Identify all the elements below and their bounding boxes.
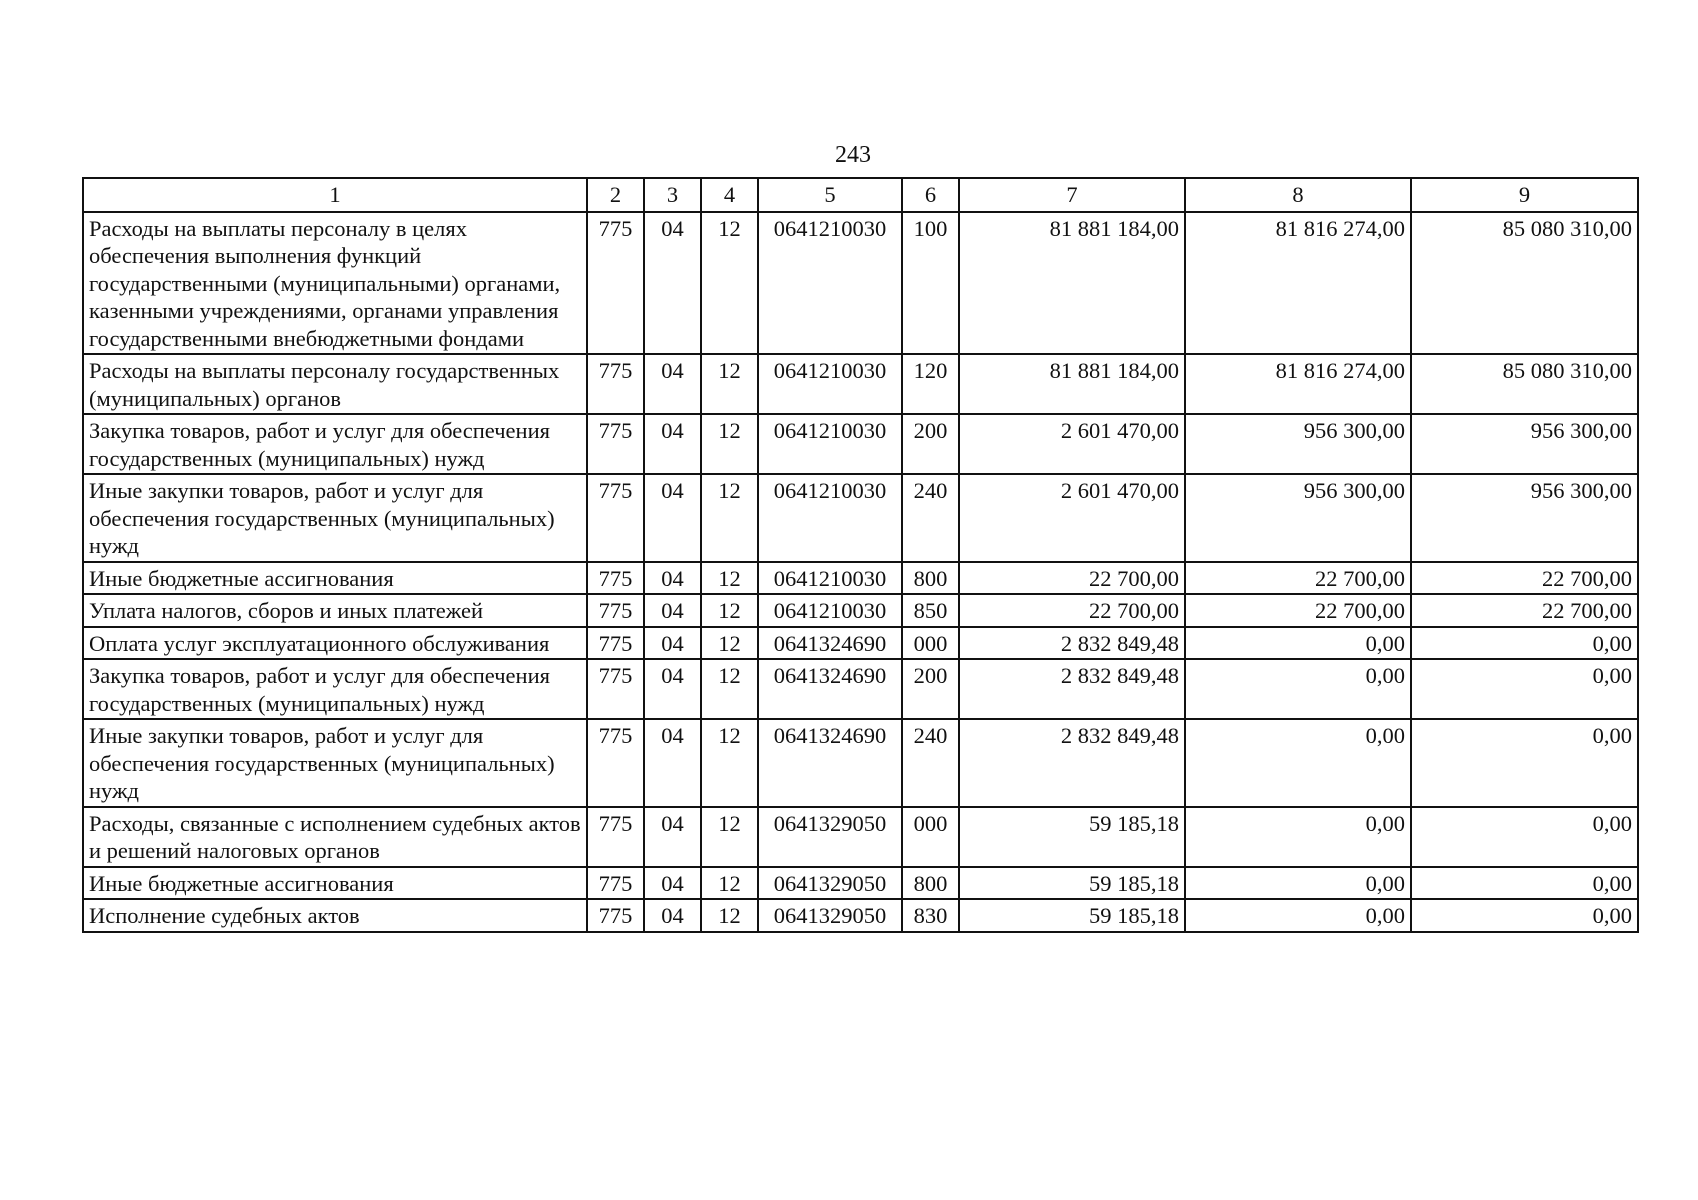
- table-row: [83, 474, 1638, 562]
- target-article-code-cell: 0641324690: [758, 627, 902, 660]
- table-row: [83, 867, 1638, 900]
- section-code-cell: 04: [644, 414, 701, 474]
- header-cell: 6: [902, 178, 959, 212]
- table-row: [83, 899, 1638, 932]
- target-article-code-cell: 0641324690: [758, 719, 902, 807]
- expense-name-cell: Иные бюджетные ассигнования: [83, 562, 587, 595]
- header-row: [83, 178, 1638, 212]
- grbs-code-cell: 775: [587, 562, 644, 595]
- amount-col8-cell: 81 816 274,00: [1185, 212, 1411, 355]
- amount-col9-cell: 956 300,00: [1411, 414, 1638, 474]
- expense-type-code-cell: 830: [902, 899, 959, 932]
- amount-col7-cell: 22 700,00: [959, 562, 1185, 595]
- section-code-cell: 04: [644, 594, 701, 627]
- expense-type-code-cell: 800: [902, 562, 959, 595]
- amount-col7-cell: 59 185,18: [959, 899, 1185, 932]
- subsection-code-cell: 12: [701, 659, 758, 719]
- amount-col9-cell: 0,00: [1411, 659, 1638, 719]
- page-number: 243: [835, 142, 871, 168]
- section-code-cell: 04: [644, 659, 701, 719]
- amount-col9-cell: 0,00: [1411, 867, 1638, 900]
- target-article-code-cell: 0641210030: [758, 562, 902, 595]
- expense-type-code-cell: 850: [902, 594, 959, 627]
- header-cell: 7: [959, 178, 1185, 212]
- expense-name-cell: Уплата налогов, сборов и иных платежей: [83, 594, 587, 627]
- target-article-code-cell: 0641329050: [758, 899, 902, 932]
- grbs-code-cell: 775: [587, 807, 644, 867]
- amount-col7-cell: 81 881 184,00: [959, 212, 1185, 355]
- amount-col8-cell: 0,00: [1185, 659, 1411, 719]
- table-row: [83, 659, 1638, 719]
- table-header: [83, 178, 1638, 212]
- section-code-cell: 04: [644, 807, 701, 867]
- expense-name-cell: Расходы на выплаты персоналу государственных (муниципальных) органов: [83, 354, 587, 414]
- section-code-cell: 04: [644, 627, 701, 660]
- amount-col7-cell: 59 185,18: [959, 867, 1185, 900]
- amount-col8-cell: 22 700,00: [1185, 594, 1411, 627]
- subsection-code-cell: 12: [701, 867, 758, 900]
- expense-name-cell: Расходы, связанные с исполнением судебных актов и решений налоговых органов: [83, 807, 587, 867]
- amount-col9-cell: 0,00: [1411, 899, 1638, 932]
- grbs-code-cell: 775: [587, 414, 644, 474]
- target-article-code-cell: 0641329050: [758, 867, 902, 900]
- subsection-code-cell: 12: [701, 594, 758, 627]
- header-cell: 1: [83, 178, 587, 212]
- expense-name-cell: Иные закупки товаров, работ и услуг для обеспечения государственных (муниципальных) нужд: [83, 719, 587, 807]
- amount-col8-cell: 956 300,00: [1185, 474, 1411, 562]
- amount-col7-cell: 59 185,18: [959, 807, 1185, 867]
- table-row: [83, 807, 1638, 867]
- expense-type-code-cell: 200: [902, 659, 959, 719]
- grbs-code-cell: 775: [587, 867, 644, 900]
- expense-name-cell: Иные закупки товаров, работ и услуг для обеспечения государственных (муниципальных) нужд: [83, 474, 587, 562]
- grbs-code-cell: 775: [587, 659, 644, 719]
- section-code-cell: 04: [644, 867, 701, 900]
- amount-col8-cell: 22 700,00: [1185, 562, 1411, 595]
- subsection-code-cell: 12: [701, 354, 758, 414]
- expense-type-code-cell: 240: [902, 474, 959, 562]
- table-row: [83, 354, 1638, 414]
- table-row: [83, 627, 1638, 660]
- table-row: [83, 594, 1638, 627]
- target-article-code-cell: 0641210030: [758, 212, 902, 355]
- expense-name-cell: Закупка товаров, работ и услуг для обеспечения государственных (муниципальных) нужд: [83, 414, 587, 474]
- section-code-cell: 04: [644, 212, 701, 355]
- section-code-cell: 04: [644, 474, 701, 562]
- amount-col8-cell: 956 300,00: [1185, 414, 1411, 474]
- amount-col9-cell: 0,00: [1411, 719, 1638, 807]
- expense-name-cell: Иные бюджетные ассигнования: [83, 867, 587, 900]
- grbs-code-cell: 775: [587, 719, 644, 807]
- table-row: [83, 562, 1638, 595]
- section-code-cell: 04: [644, 354, 701, 414]
- target-article-code-cell: 0641210030: [758, 594, 902, 627]
- header-cell: 3: [644, 178, 701, 212]
- expense-name-cell: Оплата услуг эксплуатационного обслуживания: [83, 627, 587, 660]
- section-code-cell: 04: [644, 719, 701, 807]
- table-row: [83, 414, 1638, 474]
- amount-col9-cell: 956 300,00: [1411, 474, 1638, 562]
- amount-col7-cell: 2 832 849,48: [959, 719, 1185, 807]
- budget-table: [82, 177, 1639, 933]
- grbs-code-cell: 775: [587, 474, 644, 562]
- header-cell: 9: [1411, 178, 1638, 212]
- subsection-code-cell: 12: [701, 474, 758, 562]
- subsection-code-cell: 12: [701, 414, 758, 474]
- subsection-code-cell: 12: [701, 627, 758, 660]
- expense-name-cell: Закупка товаров, работ и услуг для обеспечения государственных (муниципальных) нужд: [83, 659, 587, 719]
- expense-type-code-cell: 000: [902, 807, 959, 867]
- expense-type-code-cell: 200: [902, 414, 959, 474]
- amount-col8-cell: 0,00: [1185, 899, 1411, 932]
- grbs-code-cell: 775: [587, 899, 644, 932]
- amount-col7-cell: 2 832 849,48: [959, 659, 1185, 719]
- expense-type-code-cell: 000: [902, 627, 959, 660]
- grbs-code-cell: 775: [587, 212, 644, 355]
- amount-col7-cell: 2 601 470,00: [959, 414, 1185, 474]
- table-row: [83, 719, 1638, 807]
- subsection-code-cell: 12: [701, 899, 758, 932]
- header-cell: 2: [587, 178, 644, 212]
- amount-col8-cell: 0,00: [1185, 627, 1411, 660]
- expense-type-code-cell: 100: [902, 212, 959, 355]
- amount-col9-cell: 0,00: [1411, 627, 1638, 660]
- expense-name-cell: Расходы на выплаты персоналу в целях обеспечения выполнения функций государственными (муниципальными) органами, казенными учреждениями, органами управления государственными внебюджетными фондами: [83, 212, 587, 355]
- amount-col7-cell: 22 700,00: [959, 594, 1185, 627]
- amount-col7-cell: 2 832 849,48: [959, 627, 1185, 660]
- amount-col7-cell: 2 601 470,00: [959, 474, 1185, 562]
- amount-col7-cell: 81 881 184,00: [959, 354, 1185, 414]
- grbs-code-cell: 775: [587, 627, 644, 660]
- expense-name-cell: Исполнение судебных актов: [83, 899, 587, 932]
- target-article-code-cell: 0641210030: [758, 414, 902, 474]
- header-cell: 4: [701, 178, 758, 212]
- amount-col8-cell: 0,00: [1185, 867, 1411, 900]
- section-code-cell: 04: [644, 562, 701, 595]
- expense-type-code-cell: 240: [902, 719, 959, 807]
- target-article-code-cell: 0641324690: [758, 659, 902, 719]
- expense-type-code-cell: 800: [902, 867, 959, 900]
- target-article-code-cell: 0641210030: [758, 354, 902, 414]
- header-cell: 5: [758, 178, 902, 212]
- table-row: [83, 212, 1638, 355]
- table-body: [83, 212, 1638, 932]
- amount-col8-cell: 81 816 274,00: [1185, 354, 1411, 414]
- amount-col9-cell: 22 700,00: [1411, 562, 1638, 595]
- subsection-code-cell: 12: [701, 562, 758, 595]
- amount-col9-cell: 85 080 310,00: [1411, 212, 1638, 355]
- subsection-code-cell: 12: [701, 719, 758, 807]
- expense-type-code-cell: 120: [902, 354, 959, 414]
- subsection-code-cell: 12: [701, 212, 758, 355]
- amount-col9-cell: 0,00: [1411, 807, 1638, 867]
- target-article-code-cell: 0641329050: [758, 807, 902, 867]
- grbs-code-cell: 775: [587, 594, 644, 627]
- amount-col8-cell: 0,00: [1185, 807, 1411, 867]
- section-code-cell: 04: [644, 899, 701, 932]
- amount-col8-cell: 0,00: [1185, 719, 1411, 807]
- subsection-code-cell: 12: [701, 807, 758, 867]
- amount-col9-cell: 85 080 310,00: [1411, 354, 1638, 414]
- header-cell: 8: [1185, 178, 1411, 212]
- amount-col9-cell: 22 700,00: [1411, 594, 1638, 627]
- target-article-code-cell: 0641210030: [758, 474, 902, 562]
- grbs-code-cell: 775: [587, 354, 644, 414]
